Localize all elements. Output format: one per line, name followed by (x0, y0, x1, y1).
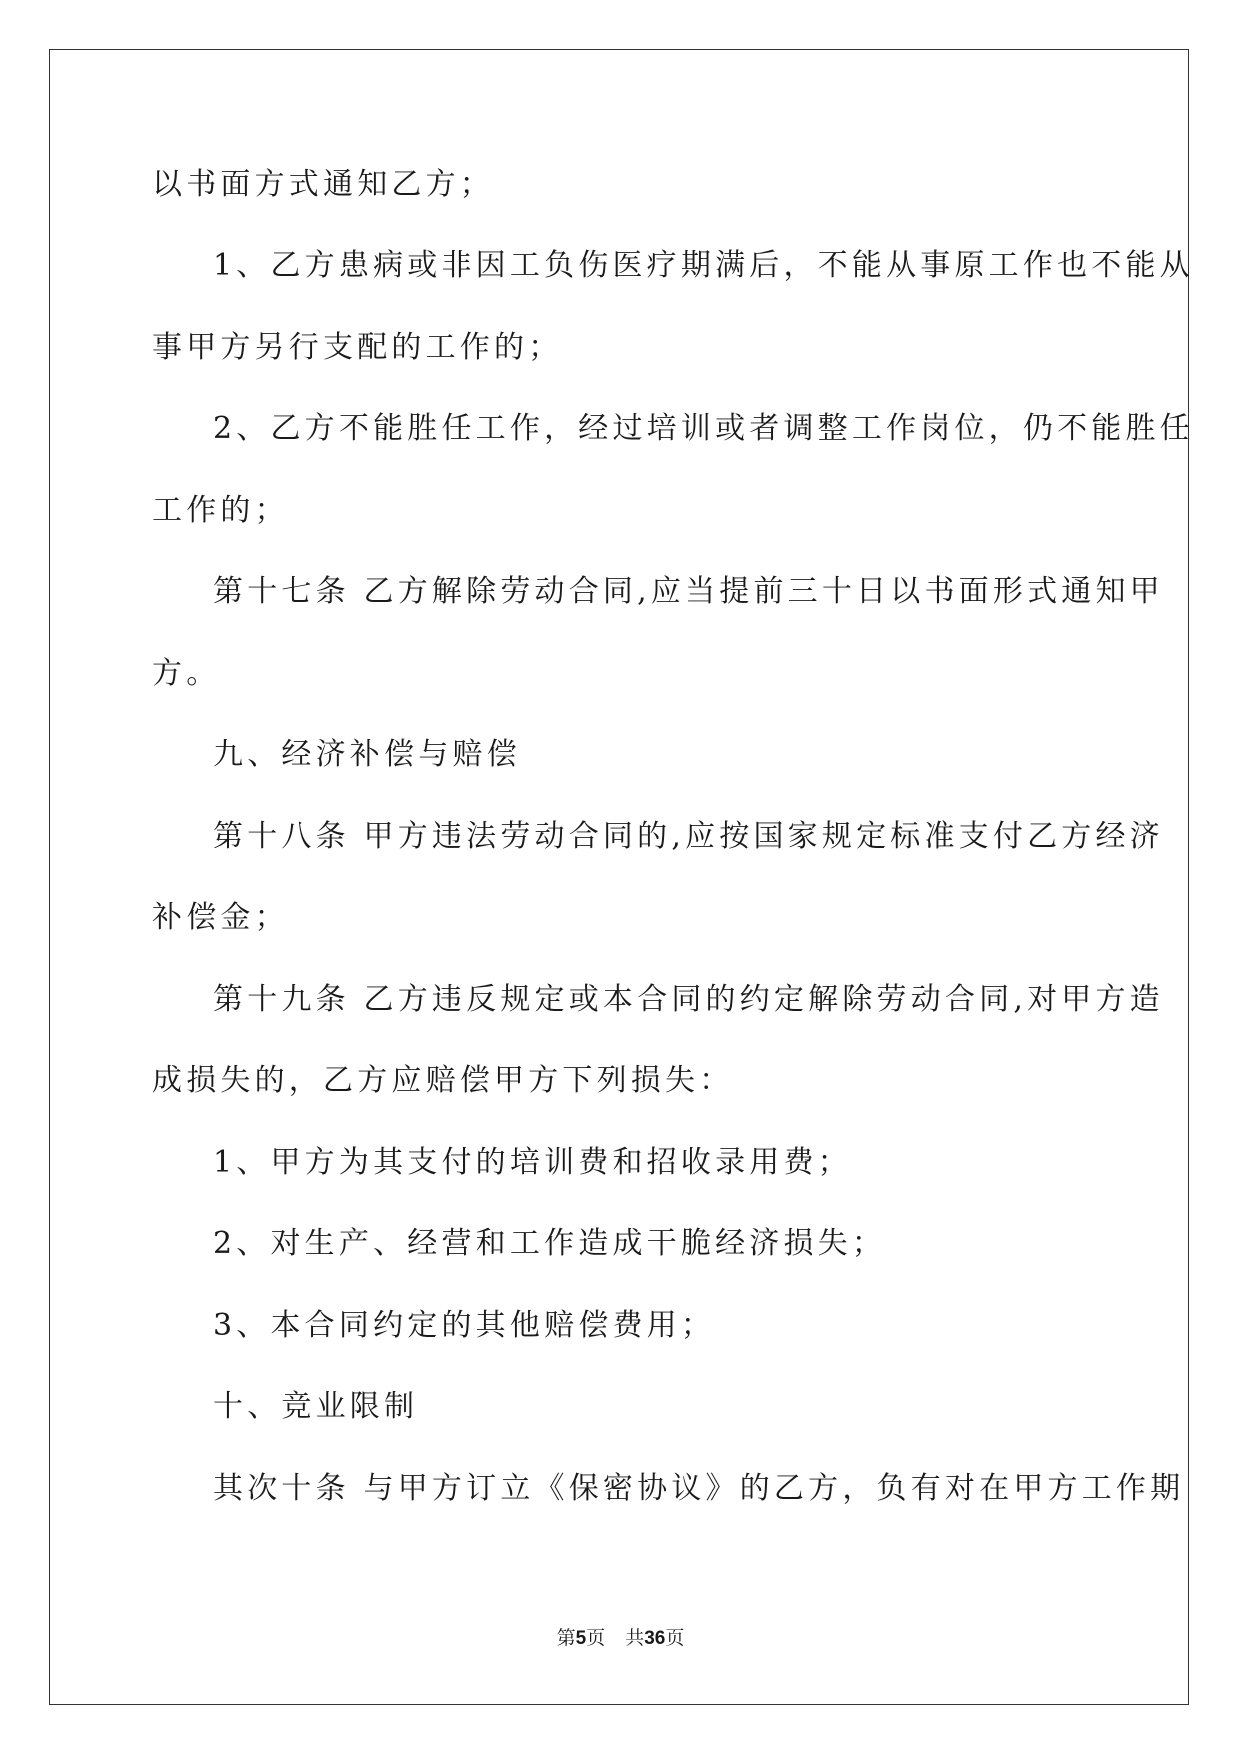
text-line: 3、本合同约定的其他赔偿费用； (213, 1308, 716, 1343)
text-line: 第十七条 乙方解除劳动合同,应当提前三十日以书面形式通知甲 (213, 574, 1164, 609)
section-heading: 九、经济补偿与赔偿 (213, 737, 521, 772)
text-line: 1、甲方为其支付的培训费和招收录用费； (213, 1145, 852, 1180)
total-pages: 36 (644, 1628, 666, 1649)
text-line: 成损失的，乙方应赔偿甲方下列损失： (152, 1063, 734, 1098)
text-line: 方。 (152, 656, 221, 691)
text-line: 补偿金； (152, 900, 289, 935)
text-line: 2、乙方不能胜任工作，经过培训或者调整工作岗位，仍不能胜任 (213, 411, 1194, 446)
text-line: 事甲方另行支配的工作的； (152, 330, 563, 365)
total-suffix: 页 (665, 1627, 685, 1649)
section-heading: 十、竞业限制 (213, 1389, 419, 1424)
text-line: 其次十条 与甲方订立《保密协议》的乙方，负有对在甲方工作期 (213, 1471, 1185, 1506)
page-prefix: 第 (556, 1627, 576, 1649)
page-suffix: 页 (586, 1627, 606, 1649)
text-line: 1、乙方患病或非因工负伤医疗期满后，不能从事原工作也不能从 (213, 248, 1194, 283)
text-line: 第十八条 甲方违法劳动合同的,应按国家规定标准支付乙方经济 (213, 819, 1164, 854)
text-line: 工作的； (152, 493, 289, 528)
page-border (49, 49, 1189, 1705)
text-line: 2、对生产、经营和工作造成干脆经济损失； (213, 1226, 887, 1261)
text-line: 以书面方式通知乙方； (152, 167, 494, 202)
total-prefix: 共 (625, 1627, 645, 1649)
page-footer (0, 1625, 1241, 1652)
text-line: 第十九条 乙方违反规定或本合同的约定解除劳动合同,对甲方造 (213, 982, 1164, 1017)
page-number: 5 (575, 1628, 587, 1649)
